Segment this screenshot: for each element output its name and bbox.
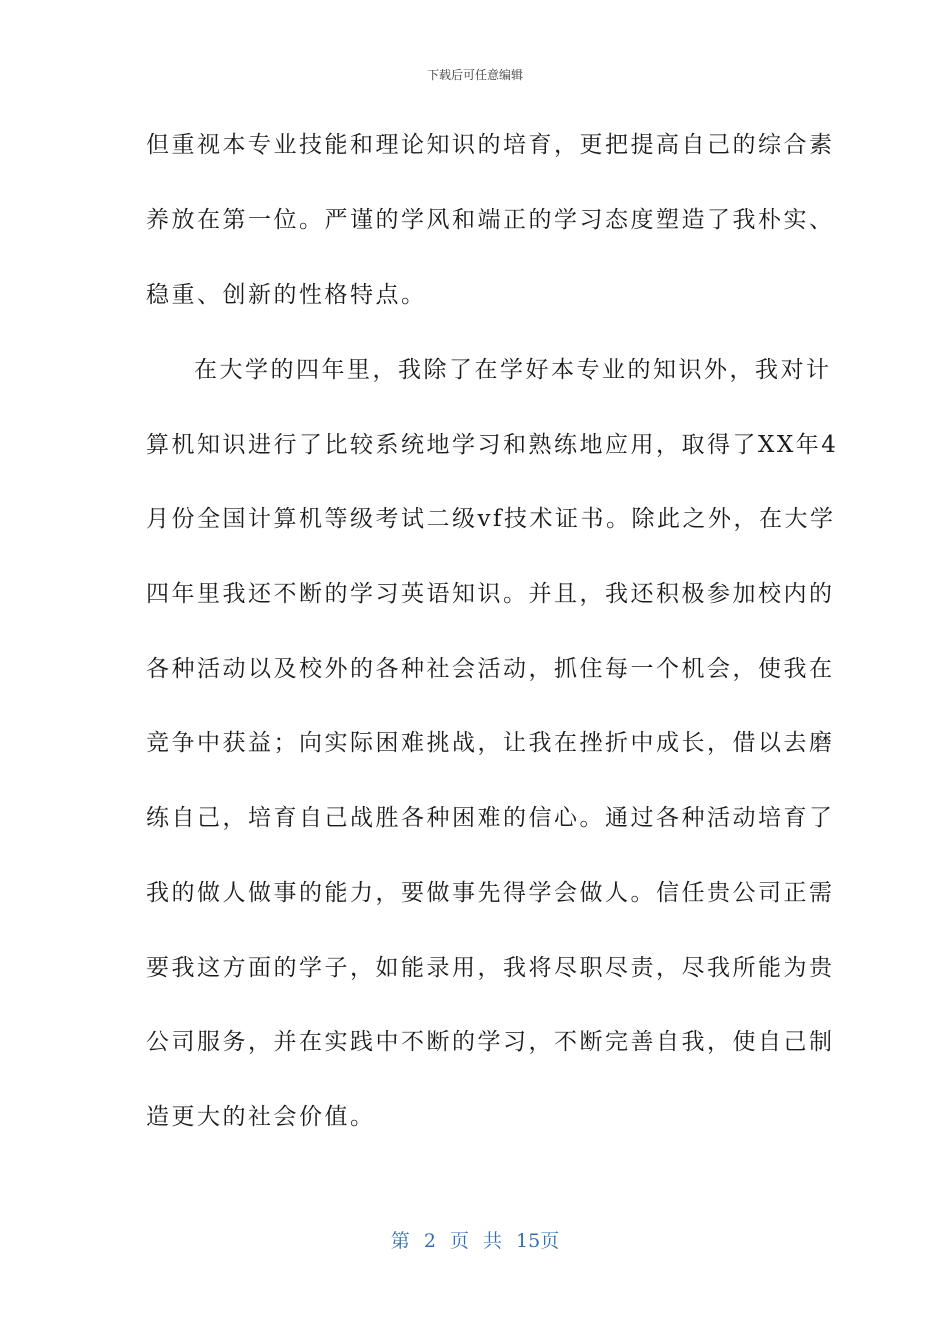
text-line: 公司服务，并在实践中不断的学习，不断完善自我，使自己制: [146, 1029, 835, 1055]
text-line: 在大学的四年里，我除了在学好本专业的知识外，我对计: [194, 357, 832, 383]
text-line: 养放在第一位。严谨的学风和端正的学习态度塑造了我朴实、: [146, 207, 835, 233]
text-line: 但重视本专业技能和理论知识的培育，更把提高自己的综合素: [146, 132, 835, 158]
text-line: 要我这方面的学子，如能录用，我将尽职尽责，尽我所能为贵: [146, 955, 835, 981]
page-header: 下载后可任意编辑: [426, 68, 523, 82]
text-line: 练自己，培育自己战胜各种困难的信心。通过各种活动培育了: [146, 805, 835, 831]
text-line: 各种活动以及校外的各种社会活动，抓住每一个机会，使我在: [146, 656, 835, 682]
text-line: 算机知识进行了比较系统地学习和熟练地应用，取得了XX年4: [146, 432, 839, 458]
text-line: 月份全国计算机等级考试二级vf技术证书。除此之外，在大学: [146, 506, 836, 532]
text-line: 竞争中获益；向实际困难挑战，让我在挫折中成长，借以去磨: [146, 730, 835, 756]
text-line: 造更大的社会价值。: [146, 1104, 376, 1130]
text-line: 四年里我还不断的学习英语知识。并且，我还积极参加校内的: [146, 581, 835, 607]
text-line: 我的做人做事的能力，要做事先得学会做人。信任贵公司正需: [146, 880, 835, 906]
text-line: 稳重、创新的性格特点。: [146, 282, 427, 308]
page-number: 第 2 页 共 15页: [390, 1230, 560, 1252]
